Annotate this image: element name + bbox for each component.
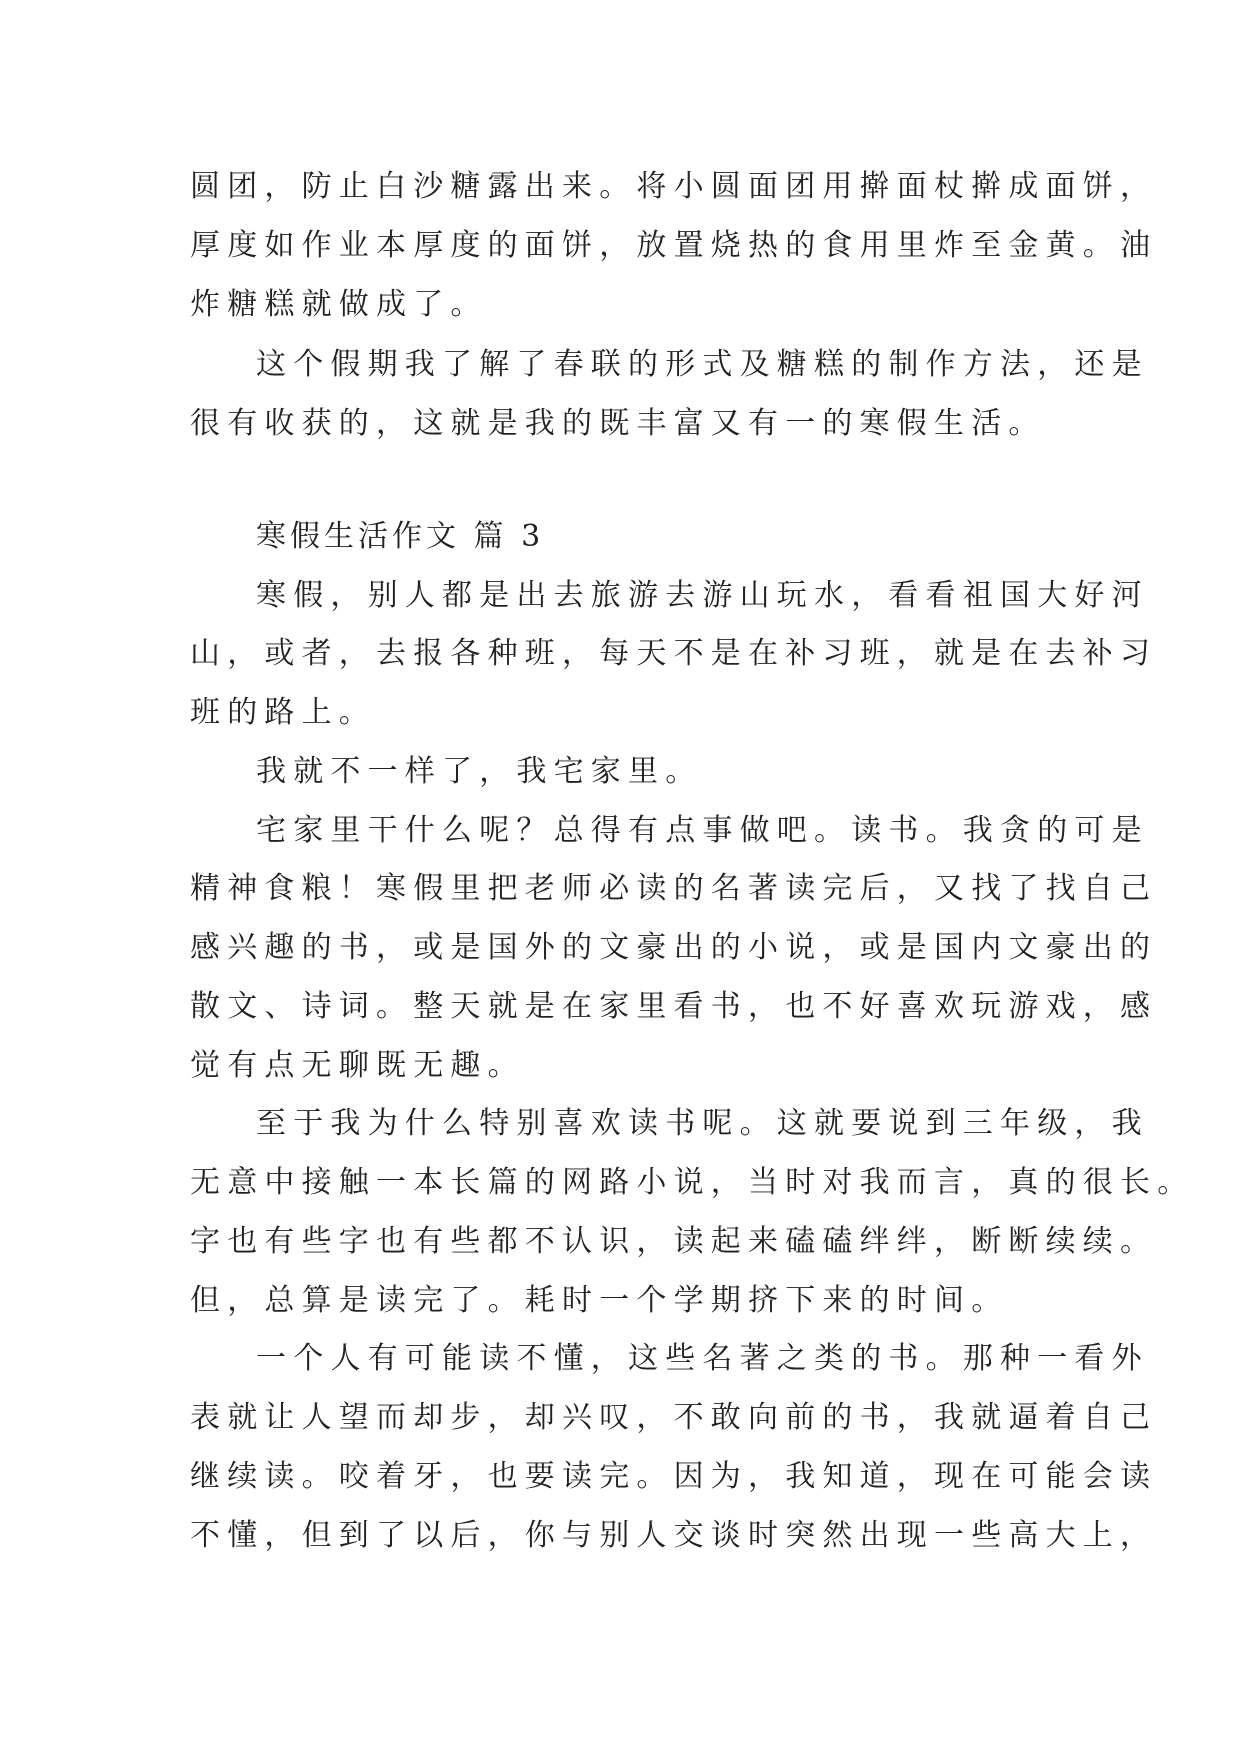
text-line: 但，总算是读完了。耗时一个学期挤下来的时间。: [190, 1283, 1009, 1318]
text-line: 字也有些字也有些都不认识，读起来磕磕绊绊，断断续续。: [190, 1224, 1158, 1259]
text-line: 不懂，但到了以后，你与别人交谈时突然出现一些高大上，: [190, 1518, 1158, 1553]
text-line: 感兴趣的书，或是国外的文豪出的小说，或是国内文豪出的: [190, 930, 1158, 965]
text-line: 散文、诗词。整天就是在家里看书，也不好喜欢玩游戏，感: [190, 989, 1158, 1024]
text-line: 我就不一样了，我宅家里。: [256, 754, 703, 789]
text-line: 炸糖糕就做成了。: [190, 287, 488, 322]
text-line: 觉有点无聊既无趣。: [190, 1048, 525, 1083]
text-line: 宅家里干什么呢？总得有点事做吧。读书。我贪的可是: [256, 813, 1149, 848]
text-line: 很有收获的，这就是我的既丰富又有一的寒假生活。: [190, 406, 1046, 441]
text-line: 山，或者，去报各种班，每天不是在补习班，就是在去补习: [190, 636, 1158, 671]
text-line: 精神食粮！寒假里把老师必读的名著读完后，又找了找自己: [190, 871, 1158, 906]
text-line: 继续读。咬着牙，也要读完。因为，我知道，现在可能会读: [190, 1459, 1158, 1494]
text-line: 无意中接触一本长篇的网路小说，当时对我而言，真的很长。: [190, 1165, 1195, 1200]
text-line: 班的路上。: [190, 695, 376, 730]
text-line: 圆团，防止白沙糖露出来。将小圆面团用擀面杖擀成面饼，: [190, 169, 1158, 204]
text-line: 寒假，别人都是出去旅游去游山玩水，看看祖国大好河: [256, 578, 1149, 613]
text-line: 一个人有可能读不懂，这些名著之类的书。那种一看外: [256, 1341, 1149, 1376]
text-line: 表就让人望而却步，却兴叹，不敢向前的书，我就逼着自己: [190, 1400, 1158, 1435]
text-line: 这个假期我了解了春联的形式及糖糕的制作方法，还是: [256, 347, 1149, 382]
text-line: 厚度如作业本厚度的面饼，放置烧热的食用里炸至金黄。油: [190, 228, 1158, 263]
text-line: 至于我为什么特别喜欢读书呢。这就要说到三年级，我: [256, 1106, 1149, 1141]
section-heading: 寒假生活作文 篇 3: [256, 519, 545, 554]
